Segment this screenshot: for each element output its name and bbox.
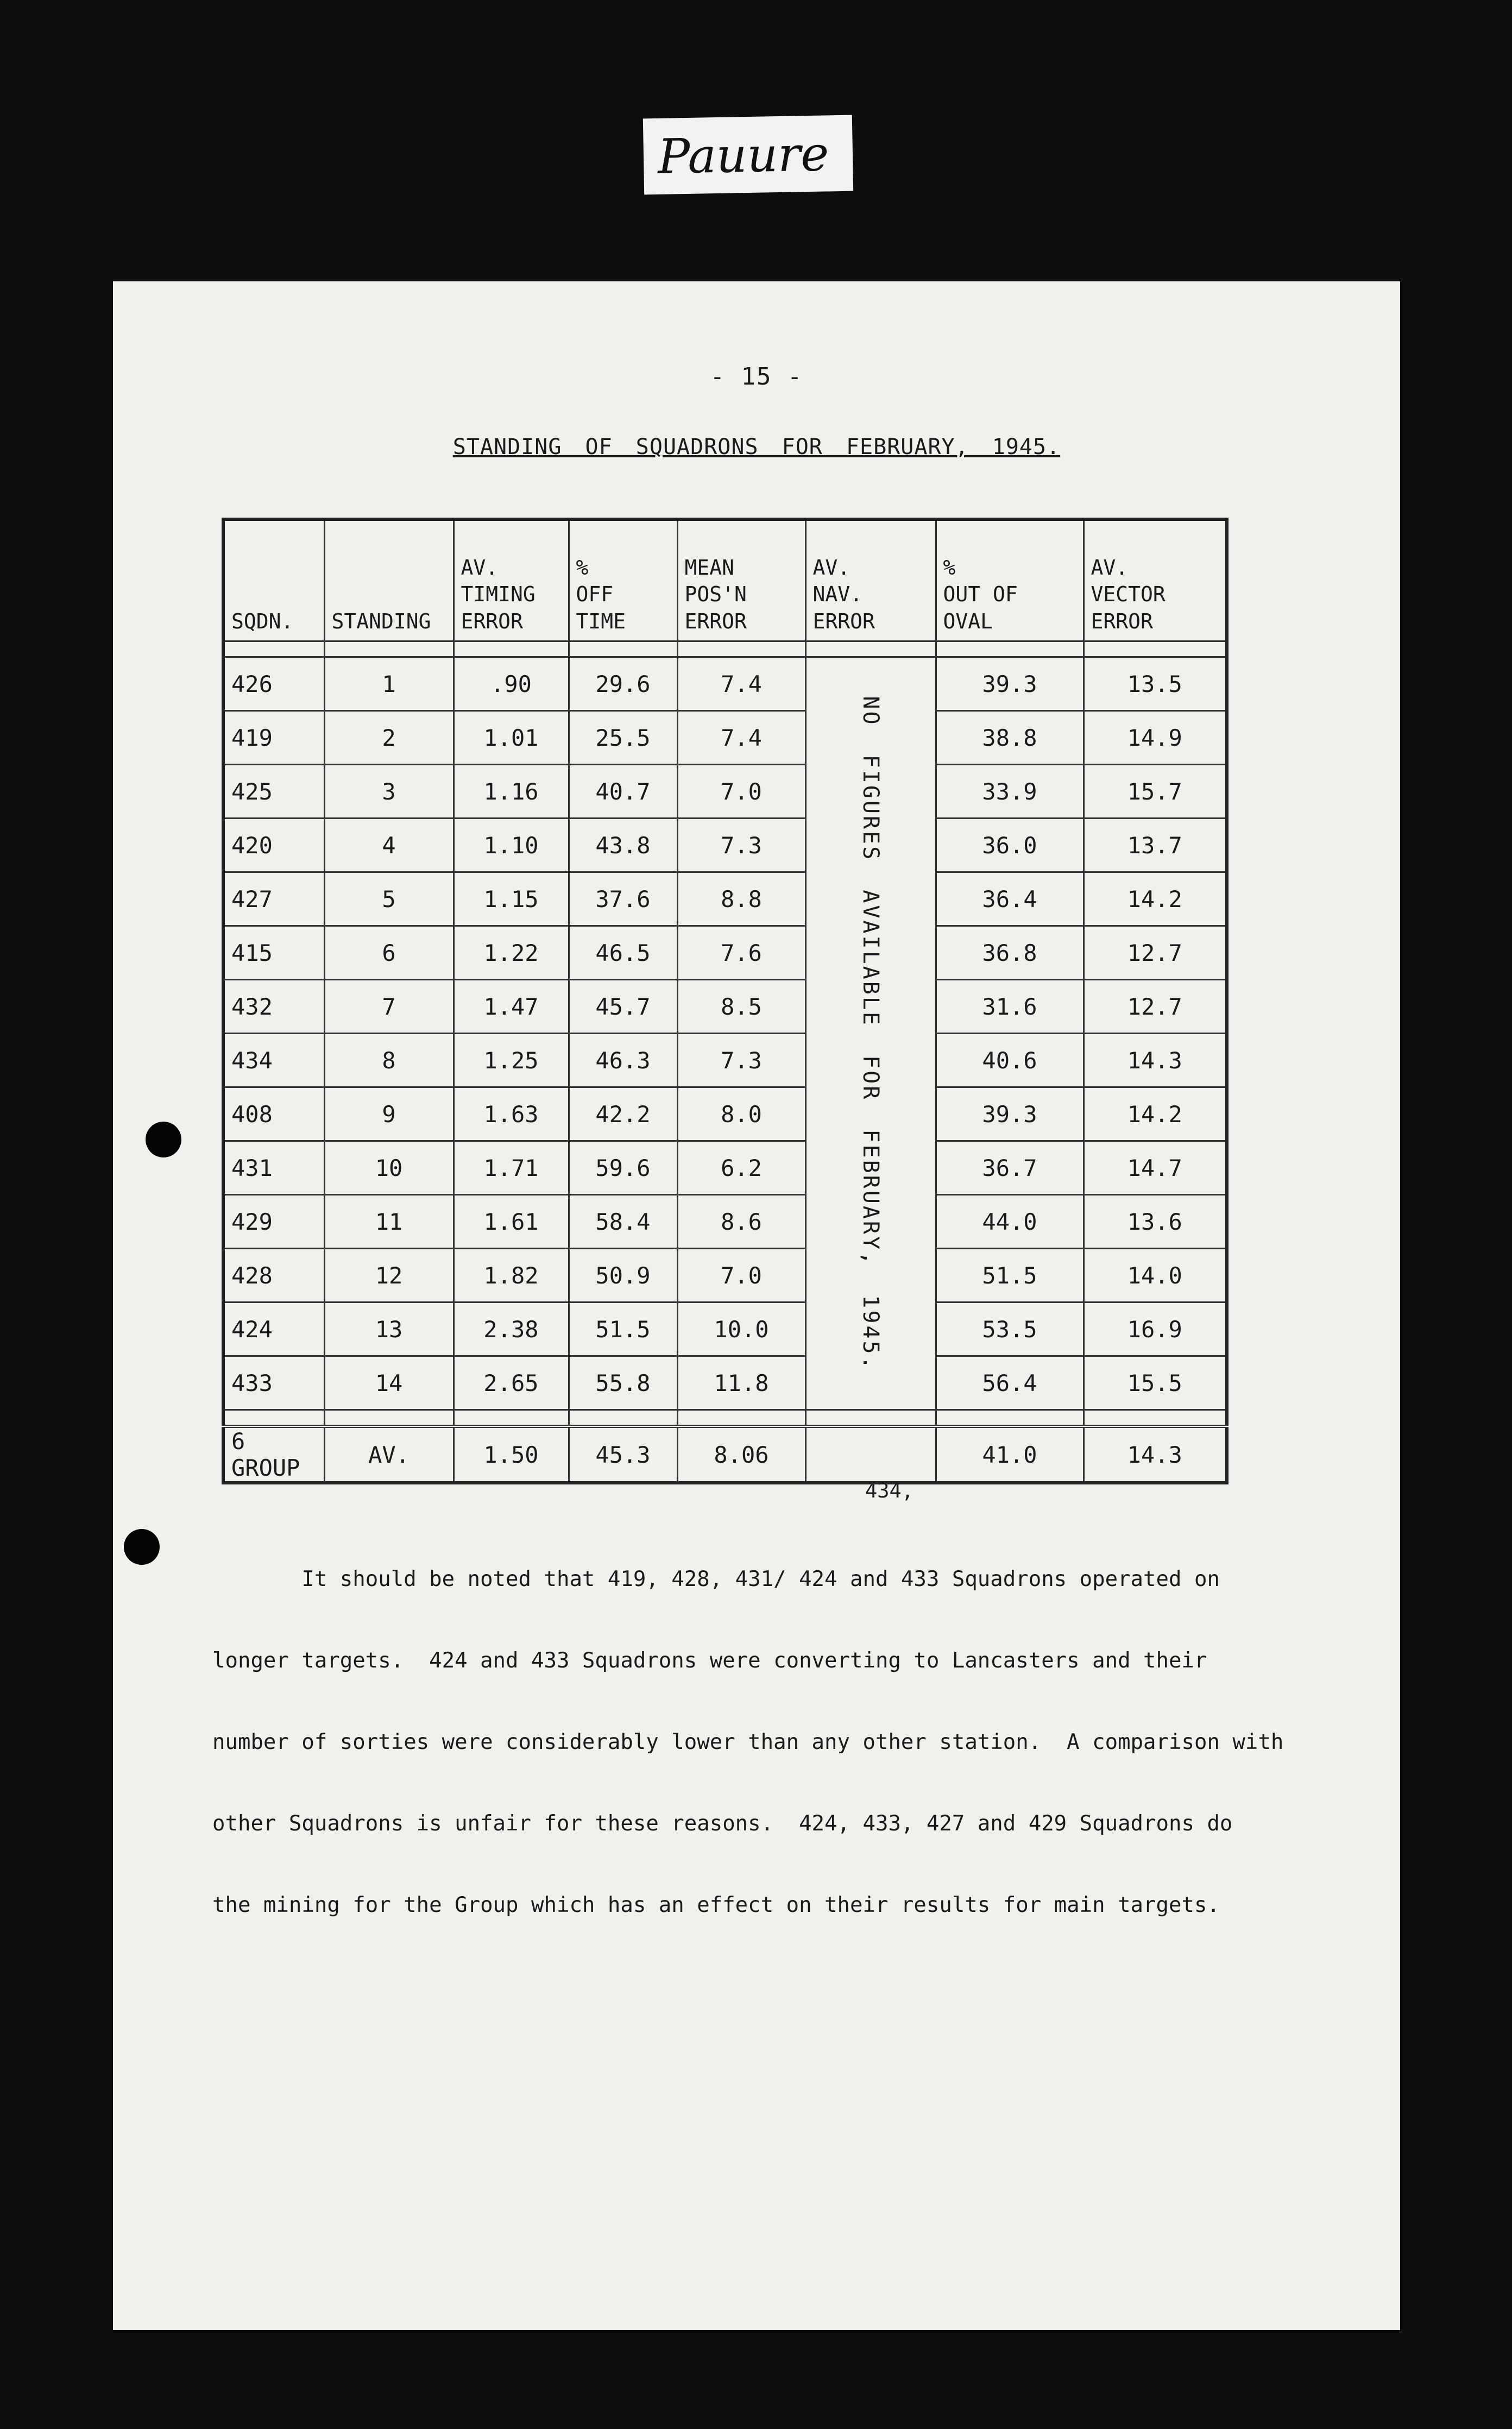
total-cell-sqdn: 6 GROUP xyxy=(223,1426,324,1483)
cell-off-time: 51.5 xyxy=(569,1302,677,1356)
cell-sqdn: 426 xyxy=(223,657,324,711)
header-av-nav-error: AV. NAV. ERROR xyxy=(805,519,936,641)
table-row xyxy=(223,765,1227,819)
cell-av-vector-error: 14.0 xyxy=(1083,1249,1227,1302)
cell-off-time: 45.7 xyxy=(569,980,677,1034)
squadron-standings-table xyxy=(222,518,1225,1484)
cell-off-time: 46.5 xyxy=(569,926,677,980)
cell-sqdn: 424 xyxy=(223,1302,324,1356)
header-out-of-oval: % OUT OF OVAL xyxy=(936,519,1083,641)
cell-mean-posn-error: 10.0 xyxy=(677,1302,805,1356)
cell-av-vector-error: 13.7 xyxy=(1083,819,1227,872)
cell-av-timing-error: 1.71 xyxy=(453,1141,569,1195)
cell-mean-posn-error: 7.4 xyxy=(677,657,805,711)
cell-sqdn: 419 xyxy=(223,711,324,765)
cell-out-of-oval: 31.6 xyxy=(936,980,1083,1034)
total-cell-av-nav-error xyxy=(805,1426,936,1483)
cell-out-of-oval: 51.5 xyxy=(936,1249,1083,1302)
handwritten-label-text: Pauure xyxy=(657,125,830,185)
cell-av-timing-error: 1.01 xyxy=(453,711,569,765)
cell-mean-posn-error: 7.3 xyxy=(677,1034,805,1087)
note-line: other Squadrons is unfair for these reasons. 424, 433, 427 and 429 Squadrons do xyxy=(212,1811,1233,1836)
cell-off-time: 42.2 xyxy=(569,1087,677,1141)
cell-av-timing-error: 1.63 xyxy=(453,1087,569,1141)
table-header-row xyxy=(223,519,1227,641)
table-row xyxy=(223,1141,1227,1195)
cell-standing: 10 xyxy=(324,1141,453,1195)
nav-error-note: NO FIGURES AVAILABLE FOR FEBRUARY, 1945. xyxy=(858,695,883,1371)
total-cell-av-vector-error: 14.3 xyxy=(1083,1426,1227,1483)
cell-standing: 6 xyxy=(324,926,453,980)
cell-off-time: 58.4 xyxy=(569,1195,677,1249)
table-body xyxy=(223,641,1227,1483)
cell-sqdn: 427 xyxy=(223,872,324,926)
cell-av-vector-error: 15.5 xyxy=(1083,1356,1227,1410)
total-cell-standing: AV. xyxy=(324,1426,453,1483)
cell-sqdn: 408 xyxy=(223,1087,324,1141)
standings-table xyxy=(222,518,1228,1484)
table-row xyxy=(223,657,1227,711)
cell-standing: 11 xyxy=(324,1195,453,1249)
note-line: longer targets. 424 and 433 Squadrons were converting to Lancasters and their xyxy=(212,1648,1207,1673)
table-row xyxy=(223,819,1227,872)
cell-av-vector-error: 14.2 xyxy=(1083,872,1227,926)
header-av-timing-error: AV. TIMING ERROR xyxy=(453,519,569,641)
cell-av-timing-error: 1.82 xyxy=(453,1249,569,1302)
cell-standing: 8 xyxy=(324,1034,453,1087)
cell-av-timing-error: 2.38 xyxy=(453,1302,569,1356)
cell-off-time: 43.8 xyxy=(569,819,677,872)
cell-mean-posn-error: 8.5 xyxy=(677,980,805,1034)
cell-out-of-oval: 36.7 xyxy=(936,1141,1083,1195)
header-av-vector-error: AV. VECTOR ERROR xyxy=(1083,519,1227,641)
header-mean-posn-error: MEAN POS'N ERROR xyxy=(677,519,805,641)
cell-standing: 1 xyxy=(324,657,453,711)
cell-av-timing-error: .90 xyxy=(453,657,569,711)
cell-off-time: 55.8 xyxy=(569,1356,677,1410)
page-title: STANDING OF SQUADRONS FOR FEBRUARY, 1945. xyxy=(452,435,1061,460)
note-handwritten-insert: 434, xyxy=(865,1479,914,1502)
cell-off-time: 50.9 xyxy=(569,1249,677,1302)
cell-out-of-oval: 36.0 xyxy=(936,819,1083,872)
header-off-time: % OFF TIME xyxy=(569,519,677,641)
cell-av-timing-error: 1.16 xyxy=(453,765,569,819)
table-row xyxy=(223,926,1227,980)
cell-out-of-oval: 56.4 xyxy=(936,1356,1083,1410)
cell-out-of-oval: 36.4 xyxy=(936,872,1083,926)
cell-out-of-oval: 40.6 xyxy=(936,1034,1083,1087)
cell-av-vector-error: 14.7 xyxy=(1083,1141,1227,1195)
cell-sqdn: 434 xyxy=(223,1034,324,1087)
cell-av-vector-error: 13.5 xyxy=(1083,657,1227,711)
cell-off-time: 46.3 xyxy=(569,1034,677,1087)
table-spacer-row xyxy=(223,1410,1227,1427)
header-standing: STANDING xyxy=(324,519,453,641)
cell-av-timing-error: 1.22 xyxy=(453,926,569,980)
cell-sqdn: 433 xyxy=(223,1356,324,1410)
cell-av-vector-error: 14.9 xyxy=(1083,711,1227,765)
cell-av-vector-error: 13.6 xyxy=(1083,1195,1227,1249)
cell-sqdn: 431 xyxy=(223,1141,324,1195)
cell-av-timing-error: 1.10 xyxy=(453,819,569,872)
document-page xyxy=(113,281,1400,2330)
cell-mean-posn-error: 6.2 xyxy=(677,1141,805,1195)
cell-out-of-oval: 53.5 xyxy=(936,1302,1083,1356)
cell-av-vector-error: 15.7 xyxy=(1083,765,1227,819)
cell-sqdn: 425 xyxy=(223,765,324,819)
cell-off-time: 25.5 xyxy=(569,711,677,765)
cell-mean-posn-error: 7.0 xyxy=(677,765,805,819)
table-row xyxy=(223,1356,1227,1410)
cell-mean-posn-error: 11.8 xyxy=(677,1356,805,1410)
cell-mean-posn-error: 7.4 xyxy=(677,711,805,765)
cell-out-of-oval: 38.8 xyxy=(936,711,1083,765)
table-row xyxy=(223,1195,1227,1249)
cell-mean-posn-error: 8.6 xyxy=(677,1195,805,1249)
note-line: number of sorties were considerably lower than any other station. A comparison with xyxy=(212,1730,1284,1754)
handwritten-label xyxy=(643,115,853,195)
cell-av-vector-error: 16.9 xyxy=(1083,1302,1227,1356)
cell-standing: 14 xyxy=(324,1356,453,1410)
header-sqdn: SQDN. xyxy=(223,519,324,641)
punch-hole xyxy=(124,1529,160,1565)
table-row xyxy=(223,1034,1227,1087)
punch-hole xyxy=(146,1122,181,1157)
cell-standing: 5 xyxy=(324,872,453,926)
cell-standing: 9 xyxy=(324,1087,453,1141)
table-row xyxy=(223,1249,1227,1302)
cell-standing: 13 xyxy=(324,1302,453,1356)
page-number: - 15 - xyxy=(710,363,803,391)
table-row xyxy=(223,711,1227,765)
table-row xyxy=(223,980,1227,1034)
cell-out-of-oval: 39.3 xyxy=(936,1087,1083,1141)
note-line: It should be noted that 419, 428, 431/ 424 and 433 Squadrons operated on xyxy=(212,1567,1220,1591)
explanatory-note xyxy=(212,1512,1358,1973)
cell-standing: 4 xyxy=(324,819,453,872)
cell-mean-posn-error: 7.6 xyxy=(677,926,805,980)
cell-av-timing-error: 2.65 xyxy=(453,1356,569,1410)
cell-av-timing-error: 1.25 xyxy=(453,1034,569,1087)
cell-off-time: 59.6 xyxy=(569,1141,677,1195)
cell-mean-posn-error: 7.0 xyxy=(677,1249,805,1302)
note-line: the mining for the Group which has an effect on their results for main targets. xyxy=(212,1893,1220,1917)
cell-mean-posn-error: 7.3 xyxy=(677,819,805,872)
total-cell-av-timing-error: 1.50 xyxy=(453,1426,569,1483)
cell-sqdn: 415 xyxy=(223,926,324,980)
table-spacer-row xyxy=(223,641,1227,657)
cell-standing: 7 xyxy=(324,980,453,1034)
nav-error-cell xyxy=(805,657,936,1410)
cell-av-vector-error: 12.7 xyxy=(1083,980,1227,1034)
cell-out-of-oval: 33.9 xyxy=(936,765,1083,819)
group-average-row xyxy=(223,1426,1227,1483)
cell-av-timing-error: 1.47 xyxy=(453,980,569,1034)
total-cell-out-of-oval: 41.0 xyxy=(936,1426,1083,1483)
cell-av-vector-error: 12.7 xyxy=(1083,926,1227,980)
cell-sqdn: 420 xyxy=(223,819,324,872)
cell-off-time: 40.7 xyxy=(569,765,677,819)
cell-av-vector-error: 14.2 xyxy=(1083,1087,1227,1141)
cell-sqdn: 432 xyxy=(223,980,324,1034)
cell-av-vector-error: 14.3 xyxy=(1083,1034,1227,1087)
cell-mean-posn-error: 8.0 xyxy=(677,1087,805,1141)
cell-off-time: 29.6 xyxy=(569,657,677,711)
cell-av-timing-error: 1.61 xyxy=(453,1195,569,1249)
cell-av-timing-error: 1.15 xyxy=(453,872,569,926)
total-cell-off-time: 45.3 xyxy=(569,1426,677,1483)
cell-out-of-oval: 36.8 xyxy=(936,926,1083,980)
table-row xyxy=(223,872,1227,926)
cell-standing: 12 xyxy=(324,1249,453,1302)
cell-off-time: 37.6 xyxy=(569,872,677,926)
table-row xyxy=(223,1302,1227,1356)
cell-standing: 3 xyxy=(324,765,453,819)
table-row xyxy=(223,1087,1227,1141)
cell-mean-posn-error: 8.8 xyxy=(677,872,805,926)
cell-out-of-oval: 44.0 xyxy=(936,1195,1083,1249)
total-cell-mean-posn-error: 8.06 xyxy=(677,1426,805,1483)
cell-sqdn: 429 xyxy=(223,1195,324,1249)
cell-sqdn: 428 xyxy=(223,1249,324,1302)
cell-standing: 2 xyxy=(324,711,453,765)
cell-out-of-oval: 39.3 xyxy=(936,657,1083,711)
